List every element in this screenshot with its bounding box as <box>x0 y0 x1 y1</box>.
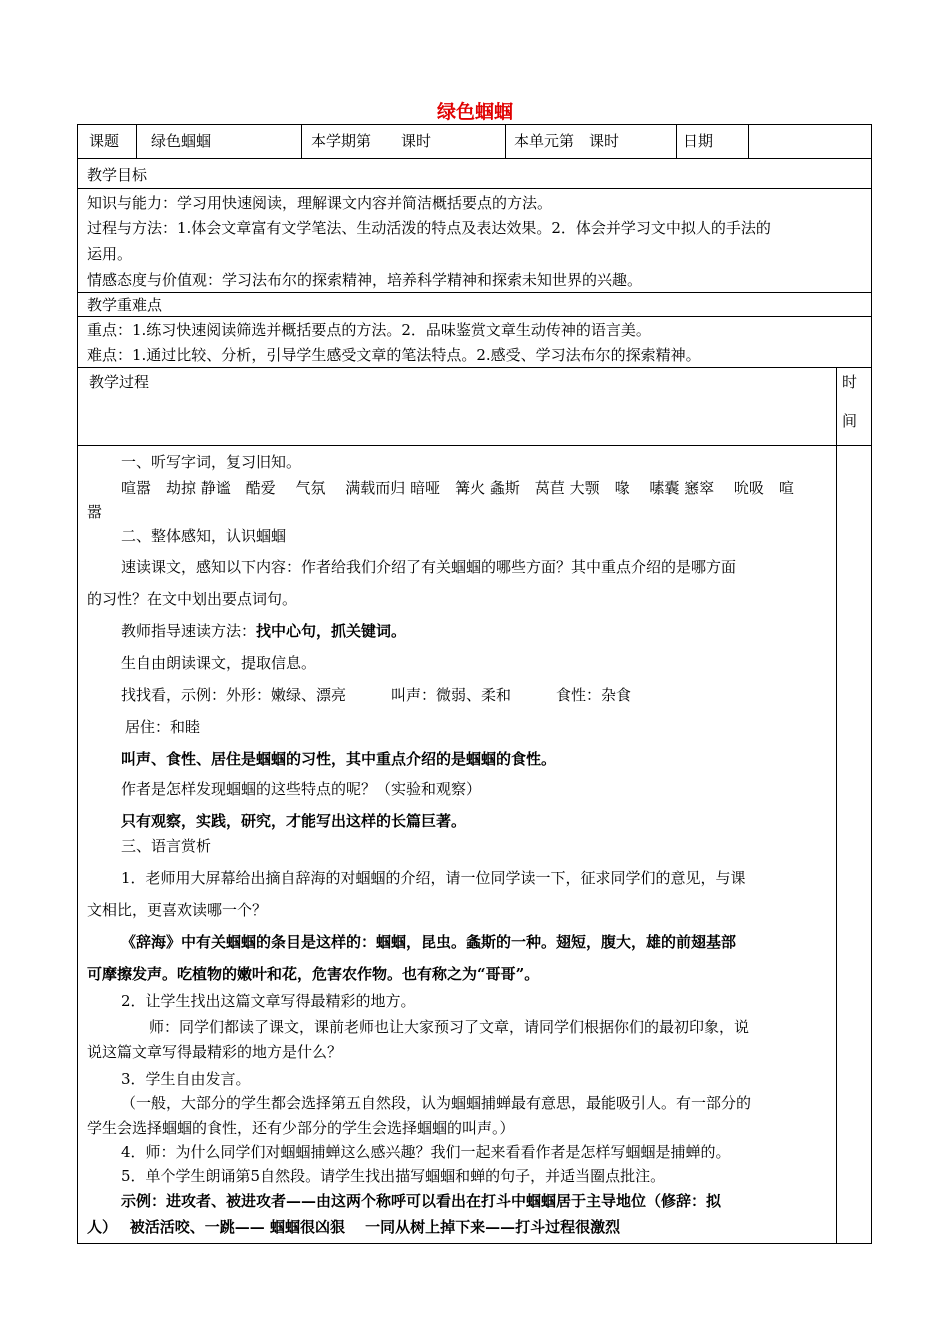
process-line: 说这篇文章写得最精彩的地方是什么？ <box>87 1043 343 1061</box>
keypoints-line: 难点：1.通过比较、分析，引导学生感受文章的笔法特点。2.感受、学习法布尔的探索精神。 <box>87 346 701 364</box>
process-line: 3．学生自由发言。 <box>121 1070 251 1088</box>
process-line: 一、听写字词，复习旧知。 <box>121 453 302 471</box>
method-emphasis: 找中心句，抓关键词。 <box>256 622 407 640</box>
process-line: 嚣 <box>87 503 103 521</box>
process-line: 生自由朗读课文，提取信息。 <box>121 654 317 672</box>
row-divider <box>78 316 871 317</box>
process-line: 4．师：为什么同学们对蝈蝈捕蝉这么感兴趣？我们一起来看看作者是怎样写蝈蝈是捕蝉的。 <box>121 1143 731 1161</box>
goals-line: 知识与能力：学习用快速阅读，理解课文内容并简洁概括要点的方法。 <box>87 194 553 212</box>
goals-line: 运用。 <box>87 245 133 263</box>
goals-heading: 教学目标 <box>87 166 148 184</box>
process-line: 喧嚣 劫掠 静谧 酷爱 气氛 满载而归 暗哑 篝火 螽斯 莴苣 大颚 喙 嗉囊 窸窣 吮吸 喧 <box>121 479 794 497</box>
keypoints-heading: 教学重难点 <box>87 296 163 314</box>
process-heading: 教学过程 <box>89 373 150 391</box>
process-line: 只有观察，实践，研究，才能写出这样的长篇巨著。 <box>121 812 467 830</box>
process-line: 《辞海》中有关蝈蝈的条目是这样的：蝈蝈，昆虫。螽斯的一种。翅短，腹大，雄的前翅基部 <box>121 933 737 951</box>
col-divider <box>301 125 302 158</box>
process-line: 的习性？在文中划出要点词句。 <box>87 590 298 608</box>
col-divider <box>505 125 506 158</box>
date-label: 日期 <box>683 132 714 150</box>
process-line: 学生会选择蝈蝈的食性，还有少部分的学生会选择蝈蝈的叫声。） <box>87 1119 515 1137</box>
process-line: 文相比，更喜欢读哪一个？ <box>87 901 268 919</box>
row-divider <box>78 367 871 368</box>
document-title: 绿色蝈蝈 <box>436 101 513 123</box>
process-line: 速读课文，感知以下内容：作者给我们介绍了有关蝈蝈的哪些方面？其中重点介绍的是哪方面 <box>121 558 737 576</box>
process-line <box>121 621 406 641</box>
process-line: 叫声、食性、居住是蝈蝈的习性，其中重点介绍的是蝈蝈的食性。 <box>121 750 557 768</box>
row-divider <box>78 292 871 293</box>
goals-line: 过程与方法：1.体会文章富有文学笔法、生动活泼的特点及表达效果。2．体会并学习文中拟人的手法的 <box>87 219 771 237</box>
process-line: 居住：和睦 <box>125 718 201 736</box>
col-divider <box>748 125 749 158</box>
process-line: 作者是怎样发现蝈蝈的这些特点的呢？（实验和观察） <box>121 780 482 798</box>
process-line: 可摩擦发声。吃植物的嫩叶和花，危害农作物。也有称之为“哥哥”。 <box>87 965 540 983</box>
process-line: 二、整体感知，认识蝈蝈 <box>121 527 287 545</box>
col-divider <box>136 125 137 158</box>
method-label: 教师指导速读方法： <box>121 622 257 640</box>
process-line: （一般，大部分的学生都会选择第五自然段，认为蝈蝈捕蝉最有意思，最能吸引人。有一部分的 <box>121 1094 752 1112</box>
time-label: 间 <box>842 412 858 430</box>
process-line: 找找看，示例：外形：嫩绿、漂亮 叫声：微弱、柔和 食性：杂食 <box>121 686 632 704</box>
semester-label: 本学期第 课时 <box>311 132 432 150</box>
process-line: 三、语言赏析 <box>121 837 212 855</box>
process-line: 5．单个学生朗诵第5自然段。请学生找出描写蝈蝈和蝉的句子，并适当圈点批注。 <box>121 1167 666 1185</box>
row-divider <box>78 158 871 159</box>
process-line: 师：同学们都读了课文，课前老师也让大家预习了文章，请同学们根据你们的最初印象，说 <box>149 1018 750 1036</box>
time-label: 时 <box>842 373 858 391</box>
process-line: 1．老师用大屏幕给出摘自辞海的对蝈蝈的介绍，请一位同学读一下，征求同学们的意见，与课 <box>121 869 746 887</box>
lesson-plan-table <box>77 124 872 1244</box>
course-label: 课题 <box>89 132 120 150</box>
keypoints-line: 重点：1.练习快速阅读筛选并概括要点的方法。2．品味鉴赏文章生动传神的语言美。 <box>87 321 651 339</box>
row-divider <box>78 445 871 446</box>
goals-line: 情感态度与价值观：学习法布尔的探索精神，培养科学精神和探索未知世界的兴趣。 <box>87 271 643 289</box>
process-line: 示例：进攻者、被进攻者——由这两个称呼可以看出在打斗中蝈蝈居于主导地位（修辞：拟 <box>121 1192 722 1210</box>
unit-label: 本单元第 课时 <box>514 132 620 150</box>
process-line: 人） 被活活咬、一跳—— 蝈蝈很凶狠 一同从树上掉下来——打斗过程很激烈 <box>87 1218 621 1236</box>
process-line: 2．让学生找出这篇文章写得最精彩的地方。 <box>121 992 416 1010</box>
time-column-divider <box>836 367 837 1243</box>
course-value: 绿色蝈蝈 <box>151 132 212 150</box>
col-divider <box>676 125 677 158</box>
row-divider <box>78 188 871 189</box>
